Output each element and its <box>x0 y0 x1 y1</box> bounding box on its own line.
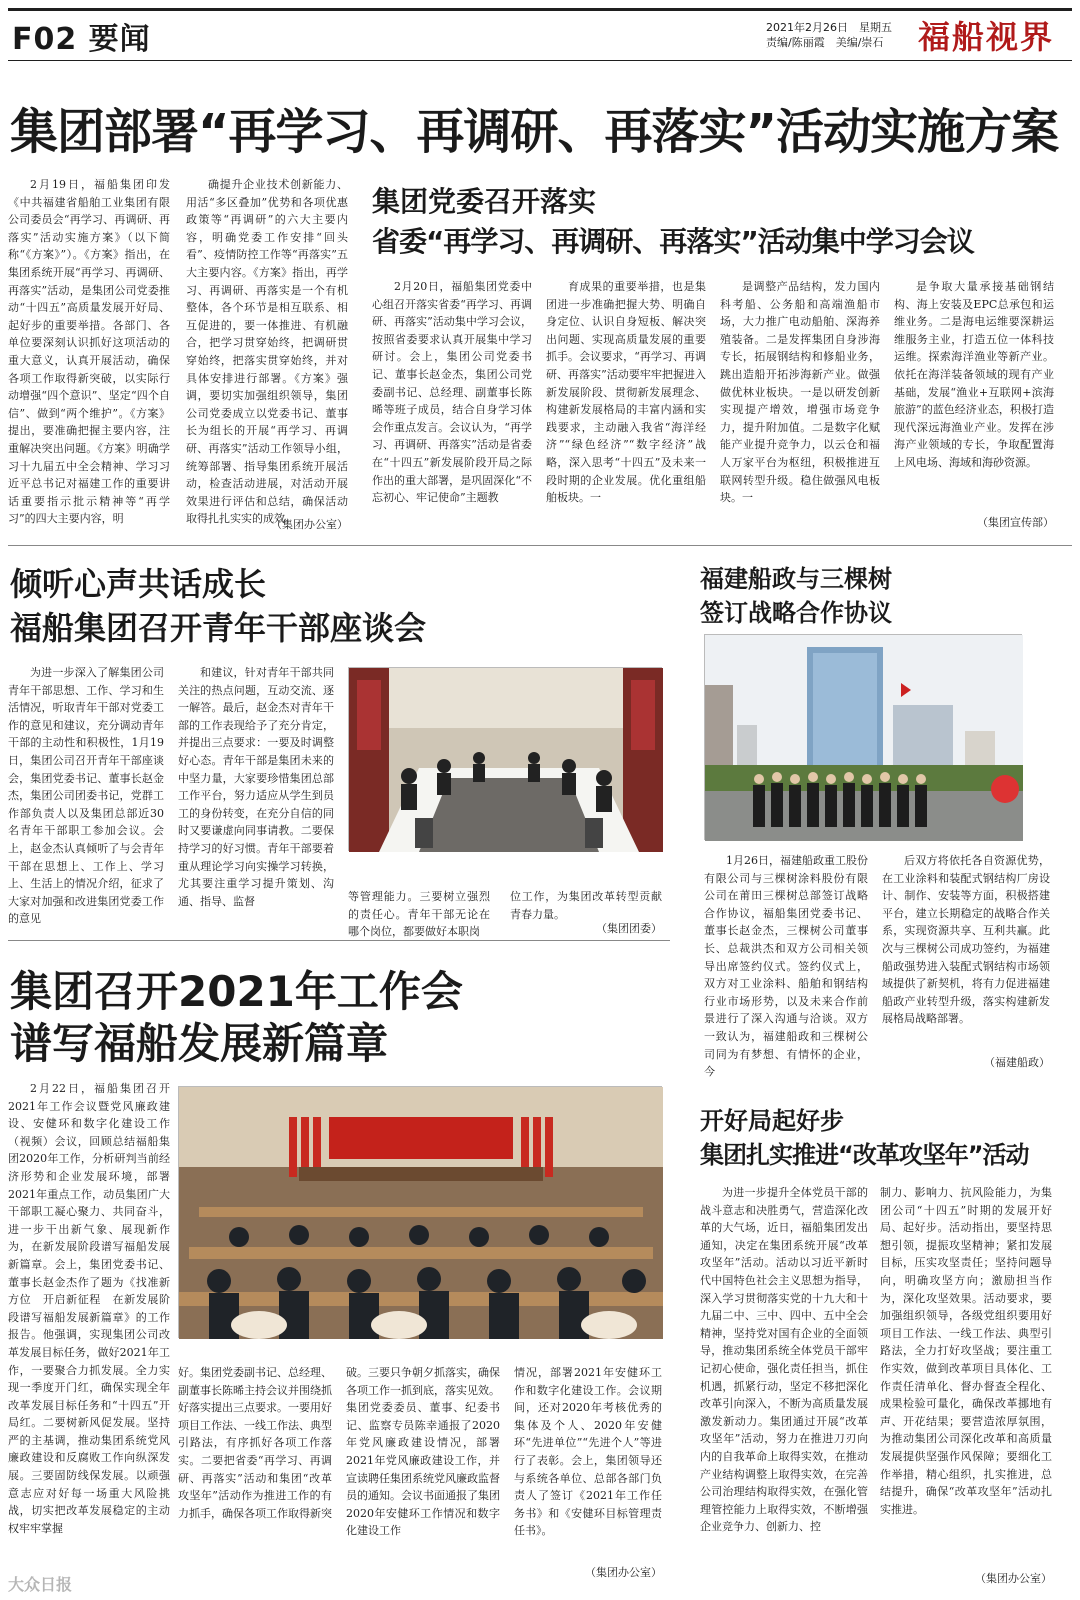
article2-source: （集团宣传部） <box>977 516 1054 529</box>
signing-ceremony-photo-graphic <box>705 635 1023 841</box>
article1-source: （集团办公室） <box>271 518 348 531</box>
editors-line: 责编/陈丽霞 美编/崇石 <box>766 36 884 49</box>
article5-col2: 好。集团党委副书记、总经理、副董事长陈晞主持会议并围绕抓好落实提出三点要求。一要用好项目工作法、一线工作法、典型引路法，有序抓好各项工作落实。二要把省委“再学习、再调研、再落实”活动和集团“改革攻坚年”活动作为推进工作的有力抓手，确保各项工作取得新突 <box>178 1366 332 1520</box>
article4-title <box>700 562 1070 630</box>
article2-col3: 是调整产品结构，发力国内科考船、公务船和高端渔船市场，大力推广电动船舶、深海养殖装备。二是发挥集团自身涉海专长，拓展钢结构和修船业务，跳出造船开拓涉海新产业。做强做优林业板块。一是以研发创新实现提产增效，增强市场竞争力，提升附加值。二是数字化赋能产业提升竞争力，以云仓和福人万家平台为枢纽，积极推进互联网转型升级。稳住做强风电板块。一 <box>720 280 880 505</box>
article3-title <box>10 562 670 650</box>
article3-col2: 和建议，针对青年干部共同关注的热点问题，互动交流、逐一解答。最后，赵金杰对青年干部的工作表现给予了充分肯定，并提出三点要求：一要及时调整好心态。青年干部是集团未来的中坚力量，大家要珍惜集团总部工作平台，努力适应从学生到员工的身份转变，在充分自信的同时又要谦虚向同事请教。二要保持学习的好习惯。青年干部要着重从理论学习向实操学习转换，尤其要注重学习提升策划、沟通、指导、监督 <box>178 666 334 908</box>
article2-col2: 育成果的重要举措，也是集团进一步准确把握大势、明确自身定位、认识自身短板、解决突出问题、实现高质量发展的重要抓手。会议要求，“再学习、再调研、再落实”活动要牢牢把握进入新发展阶段、贯彻新发展理念、构建新发展格局的丰富内涵和实践要求，主动融入我省“海洋经济”“绿色经济”“数字经济”战略，深入思考“十四五”及未来一段时期的企业发展。优化重组船舶板块。一 <box>546 280 706 505</box>
article5-title-line2: 谱写福船发展新篇章 <box>10 1019 389 1068</box>
page-number: F02 要闻 <box>12 22 151 57</box>
work-conference-photo <box>178 1086 662 1338</box>
header-top-rule <box>8 8 1072 11</box>
article5-title-line1: 集团召开2021年工作会 <box>10 967 463 1016</box>
article2-title-line2: 省委“再学习、再调研、再落实”活动集中学习会议 <box>372 225 974 258</box>
main-headline: 集团部署“再学习、再调研、再落实”活动实施方案 <box>10 104 1059 160</box>
header-meta <box>766 20 892 50</box>
article4-source: （福建船政） <box>984 1056 1050 1069</box>
article6-col1: 为进一步提升全体党员干部的战斗意志和决胜勇气，营造深化改革的大气场，近日，福船集团发出通知，决定在集团系统开展“改革攻坚年”活动。活动以习近平新时代中国特色社会主义思想为指导，深入学习贯彻落实党的十九大和十九届二中、三中、四中、五中全会精神，坚持党对国有企业的全面领导，推动集团系统全体党员干部牢记初心使命，强化责任担当，抓住机遇，抓紧行动，坚定不移把深化改革引向深入，不断为高质量发展激发新动力。集团通过开展“改革攻坚年”活动，努力在推进刀刃向内的自我革命上取得实效，在推动产业结构调整上取得实效，在完善公司治理结构取得实效，在强化管理管控能力上取得实效，不断增强企业竞争力、创新力、控 <box>700 1186 868 1534</box>
work-conference-photo-graphic <box>179 1087 663 1339</box>
article3-col4: 位工作，为集团改革转型贡献青春力量。 <box>510 890 662 921</box>
article5-source: （集团办公室） <box>585 1566 662 1579</box>
youth-meeting-photo <box>348 667 662 851</box>
article6-title <box>700 1104 1072 1172</box>
divider <box>8 940 670 941</box>
signing-ceremony-photo <box>704 634 1022 840</box>
article3-source: （集团团委） <box>596 922 662 935</box>
article4-col2: 后双方将依托各自资源优势，在工业涂料和装配式钢结构厂房设计、制作、安装等方面，积极搭建平台，建立长期稳定的战略合作关系，实现资源共享、互利共赢。此次与三棵树公司成功签约，为福建船政强势进入装配式钢结构市场领域提供了新契机，将有力促进福建船政产业转型升级，落实构建新发展格局战略部署。 <box>882 854 1050 1026</box>
divider <box>8 545 1072 546</box>
article1-col2: 确提升企业技术创新能力、用活“多区叠加”优势和各项优惠政策等“再调研”的六大主要内容，明确党委工作安排“回头看”、疫情防控工作等“再落实”五大主要内容。《方案》指出，再学习、再调研、再落实是一个有机整体，各个环节是相互联系、相互促进的，要一体推进、有机融合，把学习贯穿始终，把调研贯穿始终，把落实贯穿始终，并对具体安排进行部署。《方案》强调，要切实加强组织领导，集团公司党委成立以党委书记、董事长为组长的开展“再学习、再调研、再落实”活动工作领导小组，统筹部署、指导集团系统开展活动，检查活动进展，对活动开展效果进行评估和总结，确保活动取得扎扎实实的成效。 <box>186 178 348 526</box>
article6-source: （集团办公室） <box>975 1572 1052 1585</box>
article1-col1: 2月19日，福船集团印发《中共福建省船舶工业集团有限公司委员会“再学习、再调研、再落实”活动实施方案》（以下简称“《方案》”）。《方案》指出，在集团系统开展“再学习、再调研、再落实”活动，是集团公司党委推动“十四五”高质量发展开好局、起好步的重要举措。各部门、各单位要深刻认识抓好这项活动的重大意义，认真开展活动，确保各项工作取得新突破，以实际行动增强“四个意识”、坚定“四个自信”、做到“两个维护”。《方案》提出，要准确把握主要内容，注重解决突出问题。《方案》明确学习十九届五中全会精神、学习习近平总书记对福建工作的重要讲话重要指示批示精神等“再学习”的四大主要内容，明 <box>8 178 170 526</box>
article2-col1: 2月20日，福船集团党委中心组召开落实省委“再学习、再调研、再落实”活动集中学习会议，按照省委要求认真开展集中学习研讨。会上，集团公司党委书记、董事长赵金杰，集团公司党委副书记、总经理、副董事长陈晞等班子成员，结合自身学习体会作重点发言。会议认为，“再学习、再调研、再落实”活动是省委在“十四五”新发展阶段开局之际作出的重大部署，是巩固深化“不忘初心、牢记使命”主题教 <box>372 280 532 505</box>
article2-col4: 是争取大量承接基础钢结构、海上安装及EPC总承包和运维业务。二是海电运维要深耕运维服务主业，打造五位一体科技运维。探索海洋渔业等新产业。依托在海洋装备领域的现有产业基础，发展“渔业+互联网+滨海旅游”的蓝色经济业态，积极打造现代深远海渔业产业。发挥在涉海产业领域的专长，争取配置海上风电场、海域和海砂资源。 <box>894 280 1054 469</box>
article4-title-line1: 福建船政与三棵树 <box>700 565 892 593</box>
article3-col1: 为进一步深入了解集团公司青年干部思想、工作、学习和生活情况，听取青年干部对党委工作的意见和建议，充分调动青年干部的主动性和积极性，1月19日，集团公司召开青年干部座谈会，集团党委书记、董事长赵金杰，集团公司团委书记，党群工作部负责人以及集团总部近30名青年干部职工参加会议。会上，赵金杰认真倾听了与会青年干部在思想上、工作上、学习上、生活上的情况介绍，征求了大家对加强和改进集团党委工作的意见 <box>8 666 164 926</box>
article6-col2: 制力、影响力、抗风险能力，为集团公司“十四五”时期的发展开好局、起好步。活动指出，要坚持思想引领，提振攻坚精神；紧扣发展目标，压实攻坚责任；坚持问题导向，明确攻坚方向；激励担当作为，深化攻坚效果。活动要求，要加强组织领导，各级党组织要用好项目工作法、一线工作法、典型引路法，全力打好攻坚战；要注重工作实效，做到改革项目具体化、工作责任清单化、督办督查全程化、成果检验可量化，确保改革挪地有声、开花结果；要营造浓厚氛围，为推动集团公司深化改革和高质量发展提供坚强作风保障；要细化工作举措，精心组织，扎实推进，总结提升，确保“改革攻坚年”活动扎实推进。 <box>880 1186 1052 1516</box>
article5-col3: 破。三要只争朝夕抓落实，确保各项工作一抓到底，落实见效。集团党委委员、董事、纪委书记、监察专员陈幸通报了2020年党风廉政建设情况，部署2021年党风廉政建设工作，并宣读聘任集团系统党风廉政监督员的通知。会议书面通报了集团2020年安健环工作情况和数字化建设工作 <box>346 1366 500 1538</box>
article6-title-line2: 集团扎实推进“改革攻坚年”活动 <box>700 1141 1029 1169</box>
article4-title-line2: 签订战略合作协议 <box>700 599 892 627</box>
article6-title-line1: 开好局起好步 <box>700 1107 844 1135</box>
date-line: 2021年2月26日 星期五 <box>766 21 892 34</box>
article4-col1: 1月26日，福建船政重工股份有限公司与三棵树涂料股份有限公司在莆田三棵树总部签订战略合作协议，福船集团党委书记、董事长赵金杰，三棵树公司董事长、总裁洪杰和双方公司相关领导出席签约仪式。签约仪式上，双方对工业涂料、船舶和钢结构行业市场形势，以及未来合作前景进行了深入沟通与洽谈。双方一致认为，福建船政和三棵树公司同为有梦想、有情怀的企业，今 <box>704 854 868 1079</box>
article3-col3: 等管理能力。三要树立强烈的责任心。青年干部无论在哪个岗位，都要做好本职岗 <box>348 890 490 939</box>
article5-col4: 情况，部署2021年安健环工作和数字化建设工作。会议期间，还对2020年考核优秀的集体及个人、2020年安健环“先进单位”“先进个人”等进行了表彰。会上，集团领导还与系统各单位、总部各部门负责人了签订《2021年工作任务书》和《安健环目标管理责任书》。 <box>514 1366 662 1538</box>
watermark: 大众日报 <box>8 1575 73 1594</box>
article5-title <box>10 966 670 1070</box>
article3-title-line1: 倾听心声共话成长 <box>10 565 267 603</box>
header-bottom-rule <box>8 60 1072 61</box>
article2-title-line1: 集团党委召开落实 <box>372 185 597 218</box>
youth-meeting-photo-graphic <box>349 668 663 852</box>
article2-title <box>372 182 1062 262</box>
article3-title-line2: 福船集团召开青年干部座谈会 <box>10 609 427 647</box>
article5-col1: 2月22日，福船集团召开2021年工作会议暨党风廉政建设、安健环和数字化建设工作（视频）会议，回顾总结福船集团2020年工作，分析研判当前经济形势和企业发展环境，部署2021年重点工作，动员集团广大干部职工凝心聚力、共同奋斗，进一步干出新气象、展现新作为，在新发展阶段谱写福船发展新篇章。会上，集团党委书记、董事长赵金杰作了题为《找准新方位 开启新征程 在新发展阶段谱写福船发展新篇章》的工作报告。他强调，实现集团公司改革发展目标任务，做好2021年工作，一要聚合力抓发展。全力实现一季度开门红，确保实现全年改革发展目标任务和“十四五”开局红。二要树新风促发展。坚持严的主基调，推动集团系统党风廉政建设和反腐败工作向纵深发展。三要固防线保发展。以顽强意志应对好每一场重大风险挑战，切实把改革发展稳定的主动权牢牢掌握 <box>8 1082 170 1535</box>
masthead-logo: 福船视界 <box>918 18 1055 56</box>
